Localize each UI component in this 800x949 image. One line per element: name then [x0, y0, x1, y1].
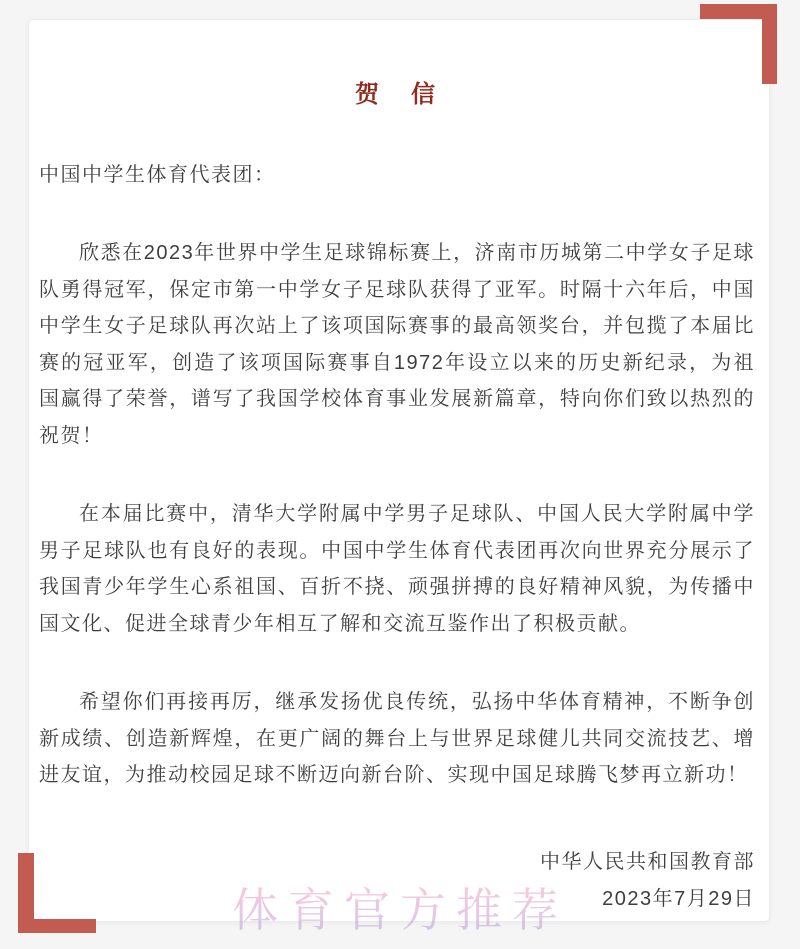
corner-bracket-bottom-left-decoration	[18, 853, 96, 933]
letter-paragraph-3: 希望你们再接再厉，继承发扬优良传统，弘扬中华体育精神，不断争创新成绩、创造新辉煌，在更广阔的舞台上与世界足球健儿共同交流技艺、增进友谊，为推动校园足球不断迈向新台阶、实现中国足球腾飞梦再立新功！	[39, 691, 755, 786]
corner-bracket-top-right-decoration	[700, 4, 777, 84]
letter-paragraph-2: 在本届比赛中，清华大学附属中学男子足球队、中国人民大学附属中学男子足球队也有良好的表现。中国中学生体育代表团再次向世界充分展示了我国青少年学生心系祖国、百折不挠、顽强拼搏的良好精神风貌，为传播中国文化、促进全球青少年相互了解和交流互鉴作出了积极贡献。	[39, 503, 755, 635]
letter-paragraph-1: 欣悉在2023年世界中学生足球锦标赛上，济南市历城第二中学女子足球队勇得冠军，保定市第一中学女子足球队获得了亚军。时隔十六年后，中国中学生女子足球队再次站上了该项国际赛事的最高领奖台，并包揽了本届比赛的冠亚军，创造了该项国际赛事自1972年设立以来的历史新纪录，为祖国赢得了荣誉，谱写了我国学校体育事业发展新篇章，特向你们致以热烈的祝贺！	[39, 242, 755, 447]
letter-card	[28, 19, 770, 922]
letter-salutation: 中国中学生体育代表团：	[39, 164, 276, 186]
letter-title: 贺 信	[355, 81, 439, 108]
signature-name: 中华人民共和国教育部	[540, 850, 755, 873]
signature-date: 2023年7月29日	[602, 887, 755, 910]
